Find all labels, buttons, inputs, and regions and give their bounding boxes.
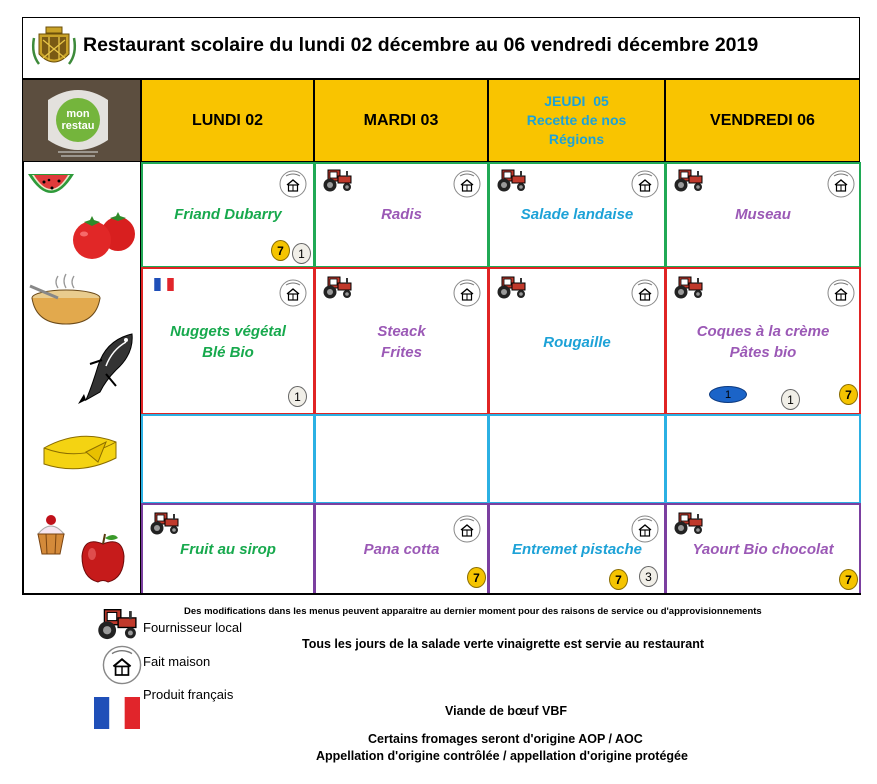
entree-lundi-label: Friand Dubarry [174,206,282,223]
plat-mardi [314,267,489,415]
logo-line2: restau [61,120,95,132]
plat-vendredi-line2: Pâtes bio [729,344,797,361]
header-jeudi-line3: Régions [548,131,605,147]
logo-line1: mon [66,108,90,120]
entree-lundi [141,162,315,268]
table-bottom-rule [22,593,861,595]
note-fromages: Certains fromages seront d'origine AOP / AOC [368,732,643,746]
tractor-icon [316,273,354,299]
cupcake-icon [34,512,68,556]
entree-jeudi [488,162,666,268]
fait-maison-icon [279,170,307,198]
allergen-badge: 7 [467,567,486,588]
legend-tractor-icon [88,604,140,640]
note-modifications: Des modifications dans les menus peuvent apparaitre au dernier moment pour des raisons de service ou d'approvisionnements [184,606,762,617]
legend-local: Fournisseur local [143,620,242,635]
legend-francais: Produit français [143,687,234,702]
header-jeudi-line1: JEUDI 05 [544,93,609,109]
fait-maison-icon [279,279,307,307]
plat-vendredi-line1: Coques à la crème [696,323,830,340]
header-lundi [141,79,314,162]
allergen-badge: 7 [839,384,858,405]
fait-maison-icon [827,170,855,198]
plat-lundi [141,267,315,415]
apple-icon [78,532,128,584]
entree-vendredi-label: Museau [735,206,791,223]
plat-lundi-line1: Nuggets végétal [170,323,286,340]
note-viande: Viande de bœuf VBF [445,704,567,718]
note-salade: Tous les jours de la salade verte vinaigrette est servie au restaurant [302,637,705,651]
dessert-vendredi [665,503,861,595]
tractor-icon [316,166,354,192]
cheese-icon [40,428,120,476]
allergen-badge: 1 [292,243,311,264]
tractor-icon [667,509,705,535]
fromage-jeudi [488,414,666,504]
dessert-mardi-label: Pana cotta [363,541,440,558]
allergen-badge: 3 [639,566,658,587]
tomato-icon [70,210,140,260]
title-box [22,17,860,79]
legend-fait-maison-icon [102,645,142,685]
fait-maison-icon [453,279,481,307]
dessert-vendredi-label: Yaourt Bio chocolat [692,541,834,558]
fait-maison-icon [631,279,659,307]
watermelon-icon [26,168,76,206]
page-title: Restaurant scolaire du lundi 02 décembre au 06 vendredi décembre 2019 [83,34,759,56]
entree-jeudi-label: Salade landaise [520,206,634,223]
allergen-badge: 7 [271,240,290,261]
header-lundi-label: LUNDI 02 [191,111,264,129]
fish-icon [76,330,142,406]
allergen-badge: 1 [288,386,307,407]
fait-maison-icon [453,170,481,198]
fromage-mardi [314,414,489,504]
crest-icon [29,24,79,74]
category-icons-column [22,162,141,594]
plat-mardi-line1: Steack [377,323,426,340]
plat-jeudi-line1: Rougaille [543,334,611,351]
dessert-jeudi-label: Entremet pistache [511,541,643,558]
tractor-icon [143,509,181,535]
note-appellation: Appellation d'origine contrôlée / appellation d'origine protégée [316,749,688,763]
dessert-lundi [141,503,315,595]
plat-mardi-line2: Frites [381,344,422,361]
tractor-icon [490,273,528,299]
header-mardi-label: MARDI 03 [363,111,439,129]
header-vendredi [665,79,860,162]
plat-jeudi [488,267,666,415]
allergen-badge: 1 [709,386,747,403]
entree-vendredi [665,162,861,268]
header-mardi [314,79,488,162]
plat-vendredi [665,267,861,415]
tractor-icon [667,273,705,299]
legend-french-flag-icon [94,697,140,729]
fromage-vendredi [665,414,861,504]
header-jeudi [488,79,665,162]
fromage-lundi [141,414,315,504]
header-vendredi-label: VENDREDI 06 [710,111,815,129]
entree-mardi-label: Radis [381,206,422,223]
plat-lundi-line2: Blé Bio [202,344,254,361]
french-flag-icon [154,278,174,291]
allergen-badge: 7 [839,569,858,590]
header-jeudi-line2: Recette de nos [526,112,627,128]
dessert-mardi [314,503,489,595]
dessert-jeudi [488,503,666,595]
mon-restau-logo [22,79,141,162]
dessert-lundi-label: Fruit au sirop [180,541,276,558]
fait-maison-icon [827,279,855,307]
allergen-badge: 7 [609,569,628,590]
fait-maison-icon [631,170,659,198]
tractor-icon [667,166,705,192]
legend-maison: Fait maison [143,654,211,669]
entree-mardi [314,162,489,268]
allergen-badge: 1 [781,389,800,410]
tractor-icon [490,166,528,192]
soup-icon [28,272,104,328]
